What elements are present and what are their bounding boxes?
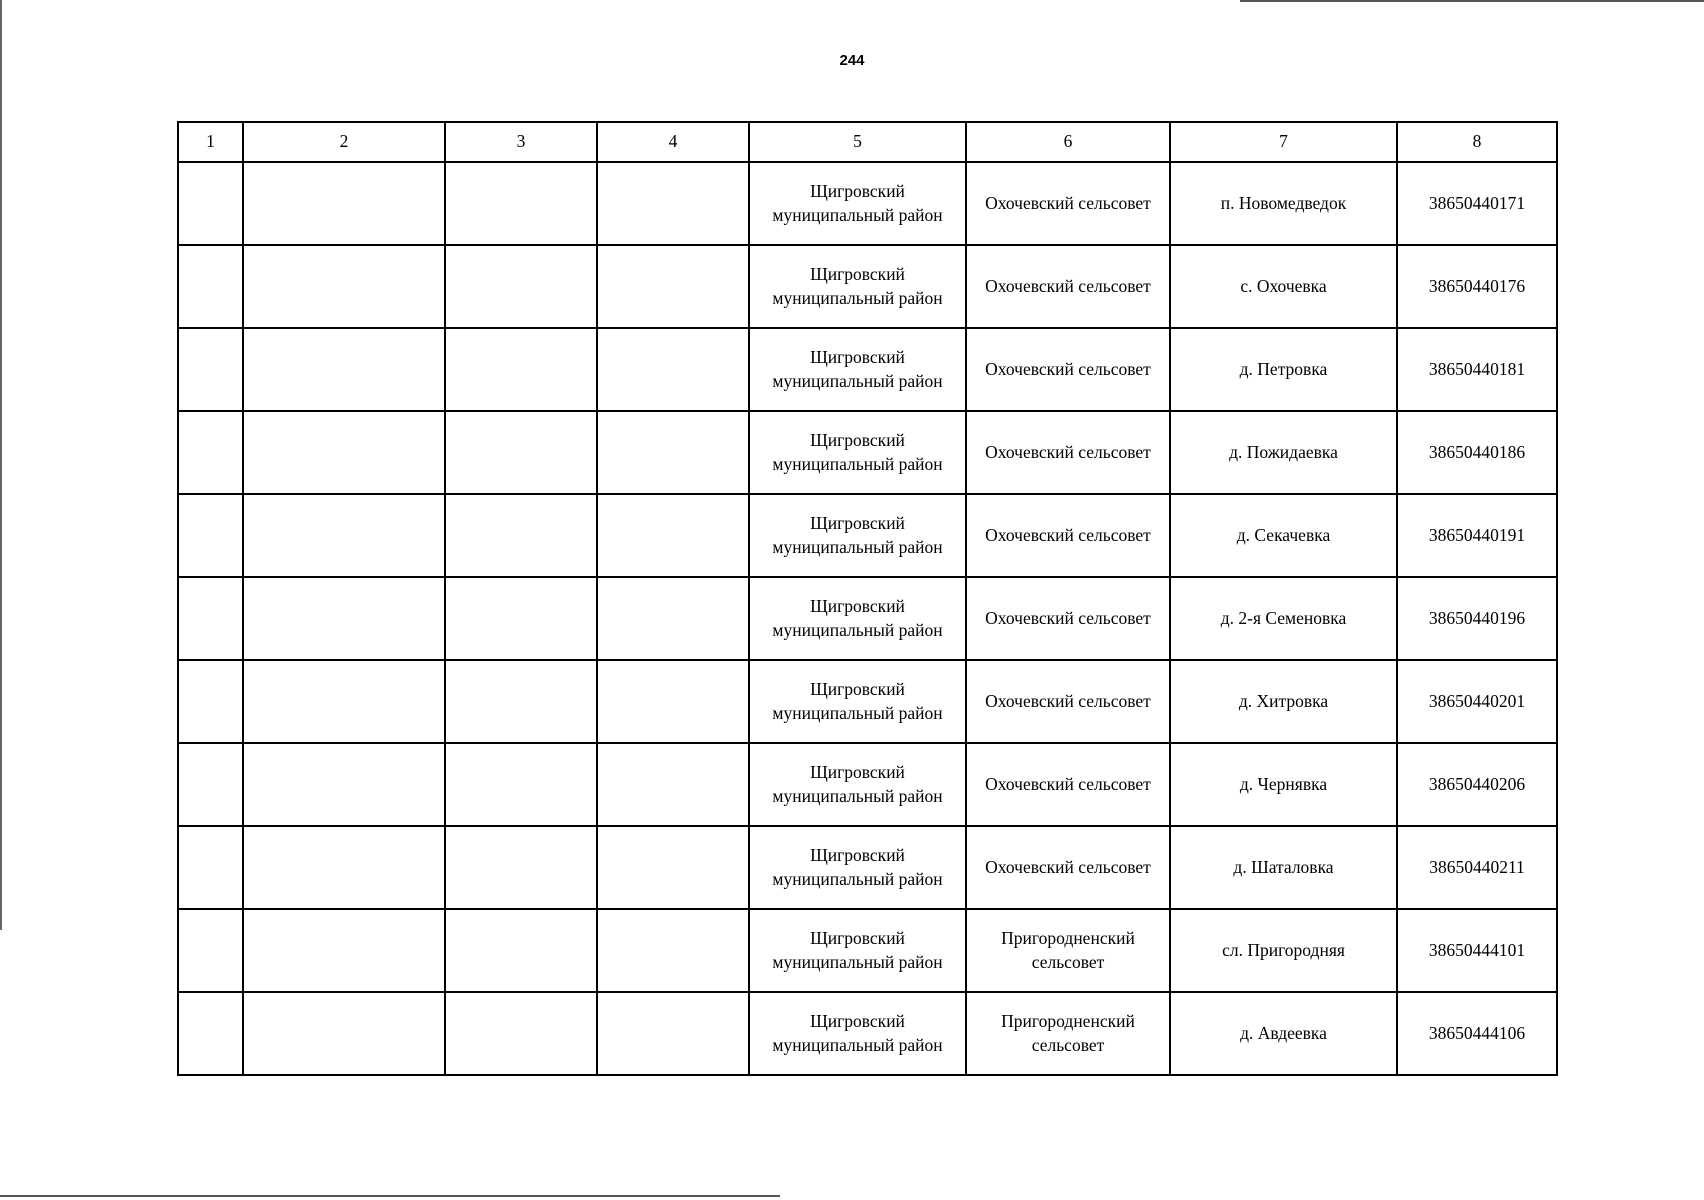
table-body [178, 162, 1557, 1075]
settlement-council-cell: Охочевский сельсовет [966, 743, 1170, 826]
locality-cell: д. Хитровка [1170, 660, 1397, 743]
page-number: 244 [839, 52, 865, 69]
table-row [178, 992, 1557, 1075]
locality-cell: д. 2-я Семеновка [1170, 577, 1397, 660]
column-4-cell [597, 162, 749, 245]
column-3-cell [445, 660, 597, 743]
column-3-cell [445, 411, 597, 494]
municipal-district-cell: Щигровский муниципальный район [749, 743, 966, 826]
locality-cell: д. Шаталовка [1170, 826, 1397, 909]
oktmo-code-cell: 38650440191 [1397, 494, 1557, 577]
locality-cell: д. Авдеевка [1170, 992, 1397, 1075]
settlement-council-cell: Пригородненский сельсовет [966, 909, 1170, 992]
row-number-cell [178, 494, 243, 577]
locality-cell: п. Новомедведок [1170, 162, 1397, 245]
table-row [178, 660, 1557, 743]
settlement-council-cell: Охочевский сельсовет [966, 577, 1170, 660]
column-header-4: 4 [597, 122, 749, 162]
column-4-cell [597, 328, 749, 411]
table-row [178, 909, 1557, 992]
table-row [178, 245, 1557, 328]
column-3-cell [445, 245, 597, 328]
column-3-cell [445, 743, 597, 826]
column-2-cell [243, 577, 445, 660]
column-3-cell [445, 494, 597, 577]
municipal-district-cell: Щигровский муниципальный район [749, 411, 966, 494]
column-3-cell [445, 826, 597, 909]
settlement-council-cell: Пригородненский сельсовет [966, 992, 1170, 1075]
column-3-cell [445, 992, 597, 1075]
column-header-5: 5 [749, 122, 966, 162]
settlement-council-cell: Охочевский сельсовет [966, 826, 1170, 909]
row-number-cell [178, 660, 243, 743]
column-header-3: 3 [445, 122, 597, 162]
column-4-cell [597, 660, 749, 743]
registry-table [177, 121, 1558, 1076]
oktmo-code-cell: 38650440196 [1397, 577, 1557, 660]
header-row [178, 122, 1557, 162]
table-row [178, 826, 1557, 909]
column-3-cell [445, 328, 597, 411]
column-4-cell [597, 992, 749, 1075]
locality-cell: д. Петровка [1170, 328, 1397, 411]
column-2-cell [243, 162, 445, 245]
table-row [178, 494, 1557, 577]
column-2-cell [243, 992, 445, 1075]
table-row [178, 411, 1557, 494]
row-number-cell [178, 992, 243, 1075]
municipal-district-cell: Щигровский муниципальный район [749, 660, 966, 743]
table-row [178, 328, 1557, 411]
oktmo-code-cell: 38650440171 [1397, 162, 1557, 245]
settlement-council-cell: Охочевский сельсовет [966, 328, 1170, 411]
oktmo-code-cell: 38650440176 [1397, 245, 1557, 328]
column-2-cell [243, 909, 445, 992]
settlement-council-cell: Охочевский сельсовет [966, 162, 1170, 245]
oktmo-code-cell: 38650444101 [1397, 909, 1557, 992]
locality-cell: д. Чернявка [1170, 743, 1397, 826]
municipal-district-cell: Щигровский муниципальный район [749, 826, 966, 909]
settlement-council-cell: Охочевский сельсовет [966, 411, 1170, 494]
scan-edge-bottom [0, 1195, 780, 1197]
table-row [178, 162, 1557, 245]
column-4-cell [597, 411, 749, 494]
row-number-cell [178, 245, 243, 328]
municipal-district-cell: Щигровский муниципальный район [749, 328, 966, 411]
locality-cell: с. Охочевка [1170, 245, 1397, 328]
column-3-cell [445, 162, 597, 245]
column-2-cell [243, 494, 445, 577]
oktmo-code-cell: 38650440181 [1397, 328, 1557, 411]
column-2-cell [243, 660, 445, 743]
column-header-2: 2 [243, 122, 445, 162]
column-4-cell [597, 743, 749, 826]
scan-edge-top [1240, 0, 1704, 2]
column-4-cell [597, 245, 749, 328]
oktmo-code-cell: 38650440206 [1397, 743, 1557, 826]
column-2-cell [243, 743, 445, 826]
row-number-cell [178, 743, 243, 826]
oktmo-code-cell: 38650440211 [1397, 826, 1557, 909]
column-2-cell [243, 328, 445, 411]
municipal-district-cell: Щигровский муниципальный район [749, 577, 966, 660]
municipal-district-cell: Щигровский муниципальный район [749, 494, 966, 577]
oktmo-code-cell: 38650444106 [1397, 992, 1557, 1075]
column-header-1: 1 [178, 122, 243, 162]
table-row [178, 743, 1557, 826]
scan-edge-left [0, 0, 2, 930]
row-number-cell [178, 328, 243, 411]
column-4-cell [597, 577, 749, 660]
settlement-council-cell: Охочевский сельсовет [966, 660, 1170, 743]
municipal-district-cell: Щигровский муниципальный район [749, 162, 966, 245]
column-4-cell [597, 494, 749, 577]
row-number-cell [178, 909, 243, 992]
column-4-cell [597, 909, 749, 992]
row-number-cell [178, 411, 243, 494]
municipal-district-cell: Щигровский муниципальный район [749, 992, 966, 1075]
oktmo-code-cell: 38650440201 [1397, 660, 1557, 743]
table-header [178, 122, 1557, 162]
locality-cell: сл. Пригородняя [1170, 909, 1397, 992]
row-number-cell [178, 826, 243, 909]
oktmo-code-cell: 38650440186 [1397, 411, 1557, 494]
column-header-6: 6 [966, 122, 1170, 162]
settlement-council-cell: Охочевский сельсовет [966, 494, 1170, 577]
row-number-cell [178, 162, 243, 245]
locality-cell: д. Пожидаевка [1170, 411, 1397, 494]
column-2-cell [243, 411, 445, 494]
row-number-cell [178, 577, 243, 660]
column-3-cell [445, 909, 597, 992]
column-header-8: 8 [1397, 122, 1557, 162]
column-4-cell [597, 826, 749, 909]
municipal-district-cell: Щигровский муниципальный район [749, 909, 966, 992]
column-2-cell [243, 826, 445, 909]
column-header-7: 7 [1170, 122, 1397, 162]
municipal-district-cell: Щигровский муниципальный район [749, 245, 966, 328]
table-row [178, 577, 1557, 660]
column-3-cell [445, 577, 597, 660]
column-2-cell [243, 245, 445, 328]
locality-cell: д. Секачевка [1170, 494, 1397, 577]
settlement-council-cell: Охочевский сельсовет [966, 245, 1170, 328]
